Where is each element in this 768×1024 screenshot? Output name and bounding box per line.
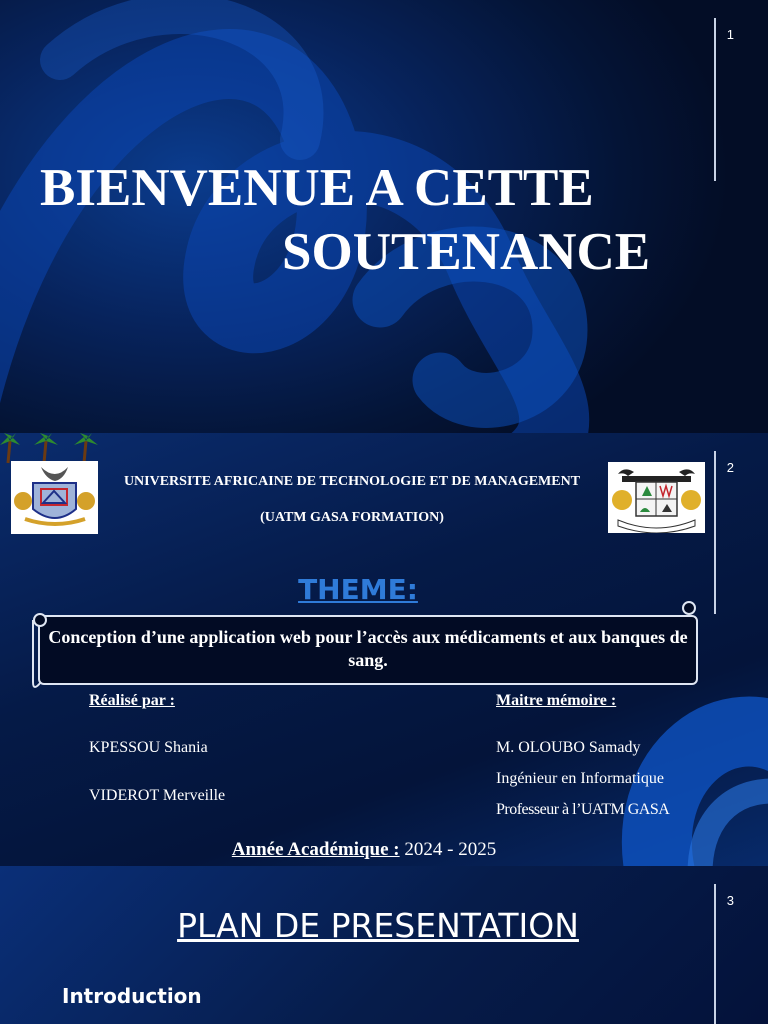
student-name: VIDEROT Merveille — [89, 787, 226, 804]
supervisor-name: M. OLOUBO Samady — [496, 739, 641, 756]
page-number: 1 — [726, 27, 734, 42]
university-logo — [11, 461, 98, 534]
coat-of-arms-icon — [608, 462, 705, 533]
divider-line — [714, 884, 716, 1024]
slide-title: PLAN DE PRESENTATION — [177, 906, 579, 945]
slide-1 — [0, 0, 768, 433]
divider-line — [714, 18, 716, 181]
page-number: 3 — [726, 893, 734, 908]
realise-par-label: Réalisé par : — [89, 692, 175, 709]
benin-coat-of-arms — [608, 462, 705, 533]
slide-2 — [0, 433, 768, 866]
uatm-crest-icon — [11, 461, 98, 534]
student-name: KPESSOU Shania — [89, 739, 208, 756]
theme-title: Conception d’une application web pour l’accès aux médicaments et aux banques de sang. — [48, 627, 688, 670]
university-subtitle: (UATM GASA FORMATION) — [260, 510, 444, 525]
plan-item-introduction: Introduction — [62, 984, 202, 1008]
theme-label: THEME: — [298, 573, 418, 606]
slide-3 — [0, 866, 768, 1024]
slide-title-line-1: BIENVENUE A CETTE — [40, 159, 594, 217]
academic-year-label: Année Académique : — [231, 839, 400, 860]
university-name: UNIVERSITE AFRICAINE DE TECHNOLOGIE ET DE MANAGEMENT — [123, 474, 581, 489]
supervisor-role: Ingénieur en Informatique — [496, 770, 664, 787]
page-number: 2 — [726, 460, 734, 475]
slide-title-line-2: SOUTENANCE — [282, 223, 651, 281]
academic-year — [0, 839, 728, 861]
supervisor-affiliation: Professeur à l’UATM GASA — [496, 801, 670, 818]
maitre-memoire-label: Maitre mémoire : — [496, 692, 617, 709]
academic-year-value: 2024 - 2025 — [399, 839, 497, 860]
